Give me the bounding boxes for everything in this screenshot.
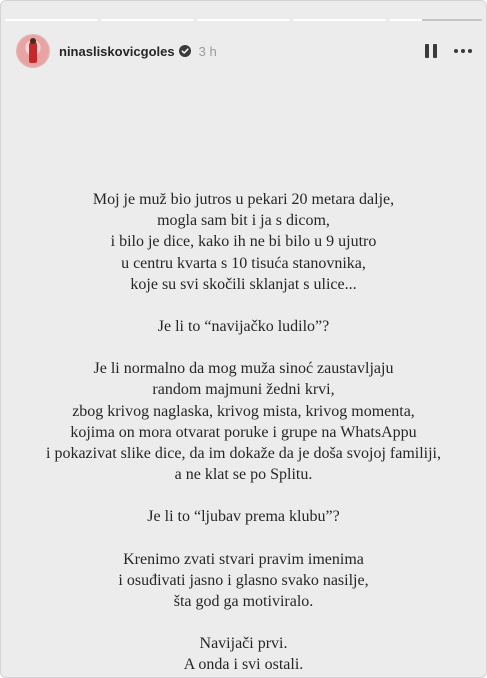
- story-header: [17, 34, 472, 68]
- verified-badge-icon: [179, 45, 191, 57]
- pause-icon[interactable]: [424, 44, 438, 58]
- paragraph: Je li normalno da mog muža sinoć zaustavljaju random majmuni žedni krvi, zbog krivog naglaska, krivog mista, krivog momenta, kojima on mora otvarat poruke i grupe na WhatsAppu i pokazivat slike dice, da im dokaže da je doša svojoj familiji, a ne klat se po Splitu.: [46, 360, 441, 484]
- paragraph: Je li to “navijačko ludilo”?: [157, 318, 330, 336]
- paragraph: Je li to “ljubav prema klubu”?: [147, 508, 340, 526]
- paragraph: Krenimo zvati stvari pravim imenima i osuđivati jasno i glasno svako nasilje, šta god ga motiviralo.: [118, 550, 369, 611]
- progress-segment: [293, 19, 386, 21]
- username[interactable]: ninasliskovicgoles: [59, 43, 175, 59]
- more-options-icon[interactable]: [454, 49, 472, 53]
- paragraph: Moj je muž bio jutros u pekari 20 metara dalje, mogla sam bit i ja s dicom, i bilo je dice, kako ih ne bi bilo u 9 ujutro u centru kvarta s 10 tisuća stanovnika, koje su svi skočili sklanjat s ulice...: [92, 191, 395, 293]
- post-time: 3 h: [198, 43, 217, 59]
- story-progress-bar: [5, 19, 482, 21]
- progress-segment: [197, 19, 290, 21]
- paragraph: Navijači prvi. A onda i svi ostali.: [183, 635, 304, 674]
- story-text: [1, 189, 486, 678]
- avatar[interactable]: [17, 35, 49, 67]
- progress-segment: [389, 19, 482, 21]
- progress-segment: [101, 19, 194, 21]
- progress-segment: [5, 19, 98, 21]
